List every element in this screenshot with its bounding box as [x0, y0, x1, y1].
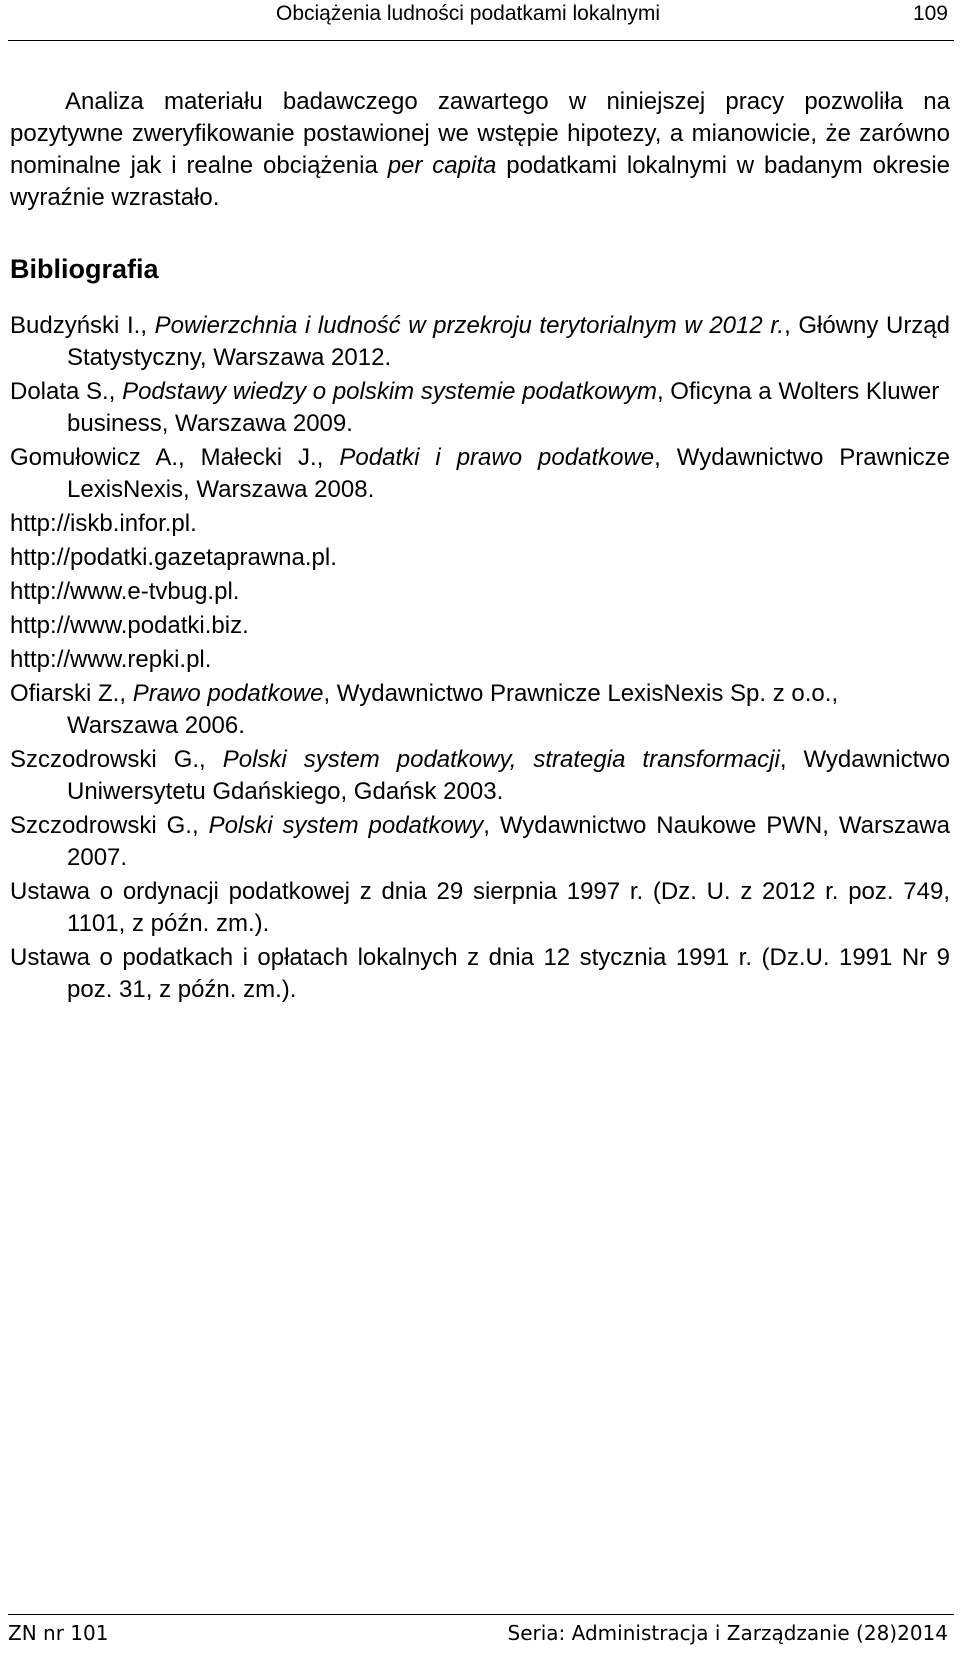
bibliography-heading: Bibliografia [10, 254, 159, 284]
page-footer [8, 1614, 954, 1653]
bibliography-entry [10, 744, 950, 808]
bibliography-url: http://www.e-tvbug.pl. [10, 578, 240, 605]
ref-title: Polski system podatkowy, strategia transformacji [222, 746, 780, 773]
ref-title: Podstawy wiedzy o polskim systemie podatkowym [122, 378, 657, 405]
ref-publisher: , Wydawnictwo Prawnicze LexisNexis, Warszawa 2008. [67, 444, 950, 503]
ref-author: Szczodrowski G. [10, 812, 192, 839]
paragraph-text-1: Analiza materiału badawczego zawartego w niniejszej pracy pozwoliła na pozytywne zweryfikowanie postawionej we wstępie hipotezy, a mianowicie, że zarówno nominalne jak i realne obciążenia [10, 88, 950, 179]
ref-sep: , [140, 312, 155, 339]
ref-publisher: , Wydawnictwo Uniwersytetu Gdańskiego, Gdańsk 2003. [67, 746, 950, 805]
ref-title: Polski system podatkowy [208, 812, 484, 839]
journal-series: Seria: Administracja i Zarządzanie (28)2014 [507, 1621, 948, 1645]
bibliography-url: http://www.podatki.biz. [10, 612, 249, 639]
ref-publisher: , Wydawnictwo Naukowe PWN, Warszawa 2007. [67, 812, 950, 871]
paragraph-text-2: podatkami lokalnymi w badanym okresie wyraźnie wzrastało. [10, 152, 951, 211]
paragraph-italic: per capita [387, 152, 497, 179]
bibliography-entry [10, 678, 950, 742]
ref-publisher: , Wydawnictwo Prawnicze LexisNexis Sp. z o.o., Warszawa 2006. [67, 680, 839, 739]
running-header [8, 0, 954, 41]
ref-publisher: , Oficyna a Wolters Kluwer business, Warszawa 2009. [67, 378, 940, 437]
ref-publisher: , Główny Urząd Statystyczny, Warszawa 2012. [67, 312, 951, 371]
ref-sep: , [119, 680, 133, 707]
ref-sep: , [191, 812, 209, 839]
ref-title: Powierzchnia i ludność w przekroju terytorialnym w 2012 r. [154, 312, 785, 339]
bibliography-act: Ustawa o podatkach i opłatach lokalnych z dnia 12 stycznia 1991 r. (Dz.U. 1991 Nr 9 poz. 31, z późn. zm.). [10, 944, 950, 1003]
page-number: 109 [912, 2, 948, 25]
bibliography-entry [10, 442, 950, 506]
journal-issue: ZN nr 101 [8, 1621, 109, 1645]
page-body [10, 86, 950, 1008]
ref-author: Ofiarski Z. [10, 680, 120, 707]
conclusion-paragraph [10, 86, 950, 214]
bibliography-entry [10, 810, 950, 874]
bibliography-url: http://iskb.infor.pl. [10, 510, 197, 537]
ref-title: Prawo podatkowe [132, 680, 324, 707]
bibliography-list [10, 310, 950, 1006]
bibliography-act: Ustawa o ordynacji podatkowej z dnia 29 sierpnia 1997 r. (Dz. U. z 2012 r. poz. 749, 1101, z późn. zm.). [10, 878, 950, 937]
running-title: Obciążenia ludności podatkami lokalnymi [276, 2, 661, 25]
ref-sep: , [108, 378, 123, 405]
bibliography-entry [10, 310, 950, 374]
bibliography-url: http://podatki.gazetaprawna.pl. [10, 544, 337, 571]
ref-author: Budzyński I. [10, 312, 141, 339]
bibliography-url: http://www.repki.pl. [10, 646, 212, 673]
bibliography-entry [10, 376, 950, 440]
ref-author: Gomułowicz A., Małecki J. [10, 444, 317, 471]
ref-sep: , [316, 444, 340, 471]
ref-sep: , [199, 746, 223, 773]
ref-author: Dolata S. [10, 378, 109, 405]
ref-author: Szczodrowski G. [10, 746, 200, 773]
ref-title: Podatki i prawo podatkowe [339, 444, 655, 471]
